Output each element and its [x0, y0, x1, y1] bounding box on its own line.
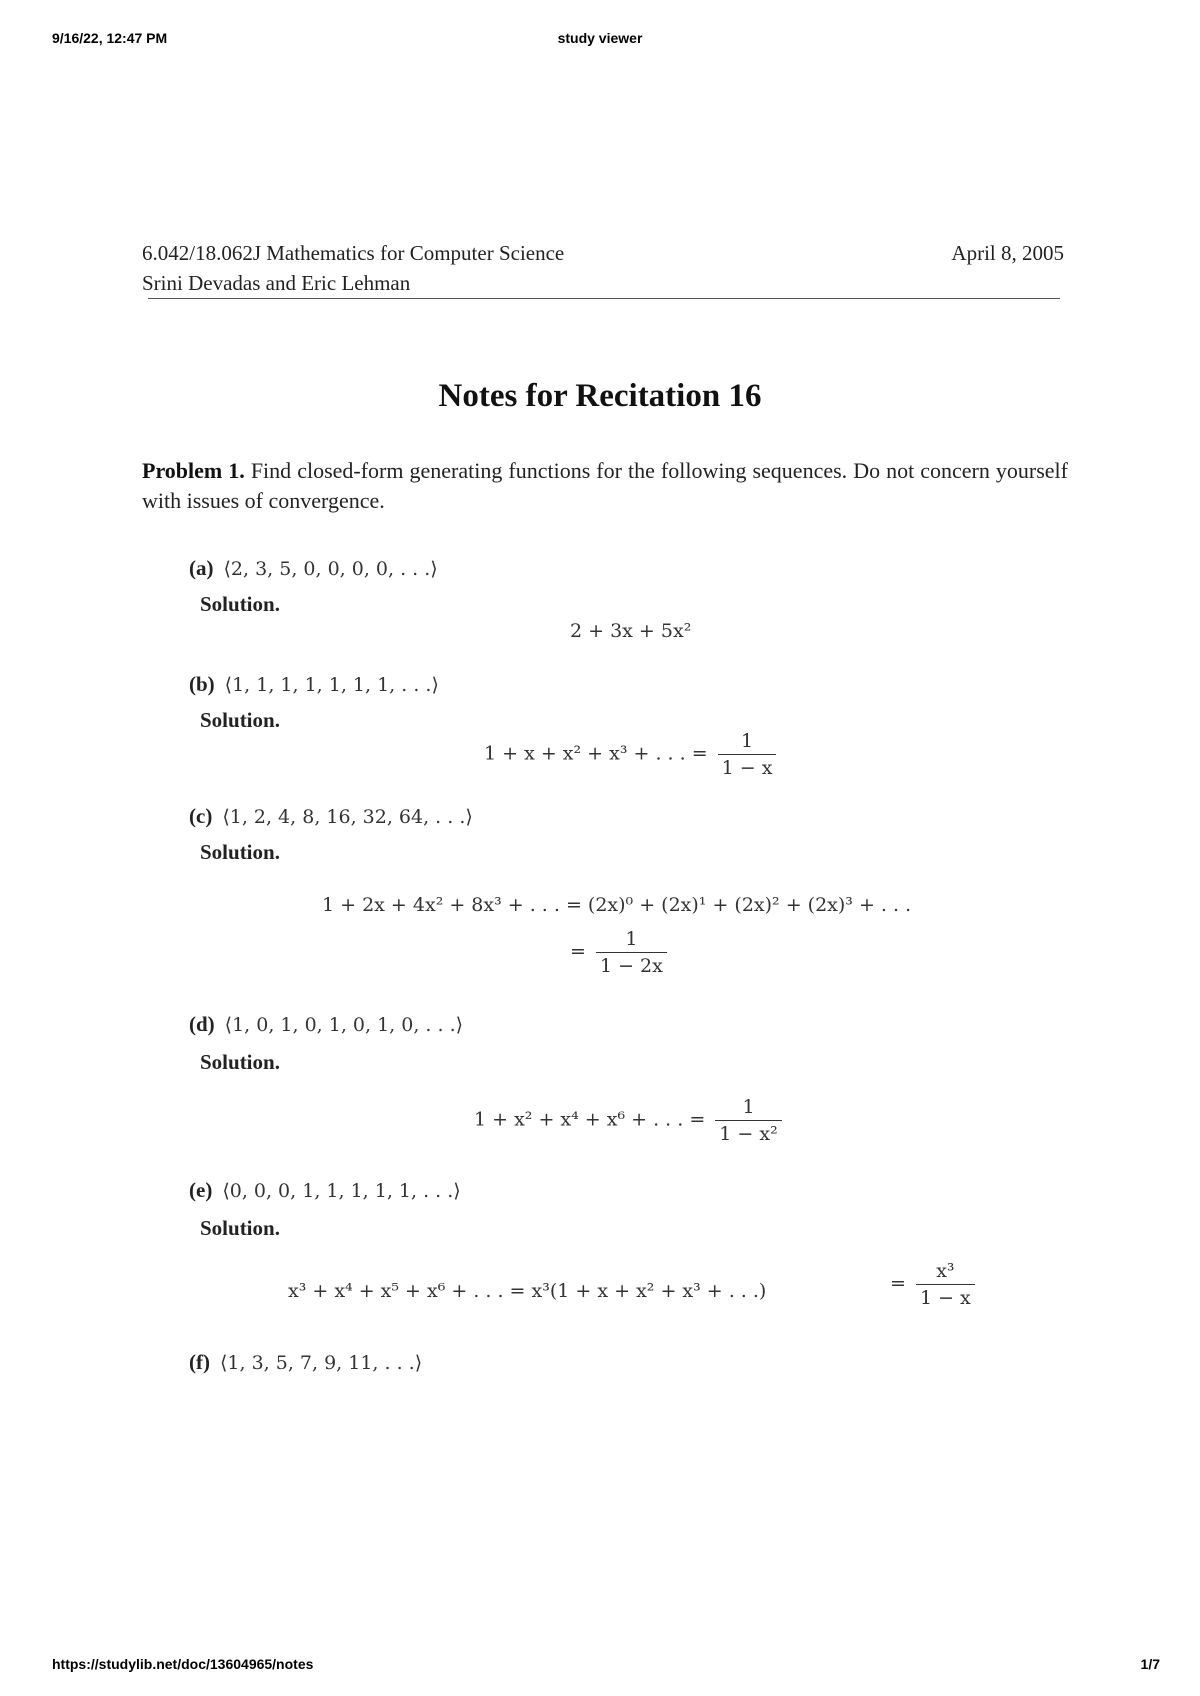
part-label: (d)	[189, 1012, 215, 1036]
numerator: x³	[936, 1260, 955, 1282]
solution-answer: 2 + 3x + 5x²	[570, 620, 692, 642]
numerator: 1	[741, 730, 754, 752]
equation-line-2	[570, 928, 671, 977]
problem-label: Problem 1.	[142, 458, 245, 483]
part-label: (c)	[189, 804, 213, 828]
equals-sign: =	[570, 940, 586, 963]
denominator: 1 − x	[916, 1284, 975, 1309]
header-divider	[148, 298, 1060, 299]
fraction	[718, 730, 777, 779]
sequence: ⟨0, 0, 0, 1, 1, 1, 1, 1, . . .⟩	[222, 1180, 461, 1202]
denominator: 1 − x	[718, 754, 777, 779]
part-c	[189, 804, 473, 829]
equals-sign: =	[890, 1272, 906, 1295]
equation-line-1: 1 + 2x + 4x² + 8x³ + . . . = (2x)⁰ + (2x)¹ + (2x)² + (2x)³ + . . .	[322, 894, 912, 916]
part-e	[189, 1178, 461, 1203]
solution-label: Solution.	[200, 708, 280, 732]
fraction	[916, 1260, 975, 1309]
course-date: April 8, 2005	[951, 241, 1064, 265]
part-f	[189, 1350, 422, 1375]
solution-label: Solution.	[200, 1216, 280, 1240]
print-datetime: 9/16/22, 12:47 PM	[52, 30, 168, 46]
sequence: ⟨2, 3, 5, 0, 0, 0, 0, . . .⟩	[223, 558, 438, 580]
sequence: ⟨1, 0, 1, 0, 1, 0, 1, 0, . . .⟩	[224, 1014, 464, 1036]
denominator: 1 − 2x	[596, 952, 667, 977]
equation-line-1: x³ + x⁴ + x⁵ + x⁶ + . . . = x³(1 + x + x² + x³ + . . .)	[288, 1280, 767, 1302]
part-a	[189, 556, 438, 581]
page-title: Notes for Recitation 16	[438, 378, 762, 414]
solution-equation	[474, 1096, 786, 1145]
part-b	[189, 672, 439, 697]
numerator: 1	[742, 1096, 755, 1118]
solution-label: Solution.	[200, 1050, 280, 1074]
sequence: ⟨1, 2, 4, 8, 16, 32, 64, . . .⟩	[222, 806, 473, 828]
print-title: study viewer	[557, 30, 643, 46]
sequence: ⟨1, 1, 1, 1, 1, 1, 1, . . .⟩	[224, 674, 439, 696]
solution-label: Solution.	[200, 592, 280, 616]
solution-label: Solution.	[200, 840, 280, 864]
course-instructors: Srini Devadas and Eric Lehman	[142, 271, 411, 295]
sequence: ⟨1, 3, 5, 7, 9, 11, . . .⟩	[219, 1352, 423, 1374]
source-url: https://studylib.net/doc/13604965/notes	[52, 1656, 314, 1672]
numerator: 1	[625, 928, 638, 950]
denominator: 1 − x²	[715, 1120, 781, 1145]
course-header	[142, 238, 1064, 298]
equation-line-2	[890, 1260, 979, 1309]
part-label: (a)	[189, 556, 214, 580]
problem-text: Find closed-form generating functions for the following sequences. Do not concern yourself with issues of convergence.	[142, 458, 1068, 513]
solution-equation	[484, 730, 780, 779]
problem-statement	[142, 456, 1068, 516]
part-d	[189, 1012, 463, 1037]
part-label: (b)	[189, 672, 215, 696]
page-counter: 1/7	[1140, 1656, 1160, 1672]
course-number: 6.042/18.062J Mathematics for Computer Science	[142, 241, 565, 265]
equation-lhs: 1 + x + x² + x³ + . . . =	[484, 742, 708, 765]
fraction	[715, 1096, 781, 1145]
equation-lhs: 1 + x² + x⁴ + x⁶ + . . . =	[474, 1108, 706, 1131]
part-label: (f)	[189, 1350, 210, 1374]
fraction	[596, 928, 667, 977]
part-label: (e)	[189, 1178, 213, 1202]
